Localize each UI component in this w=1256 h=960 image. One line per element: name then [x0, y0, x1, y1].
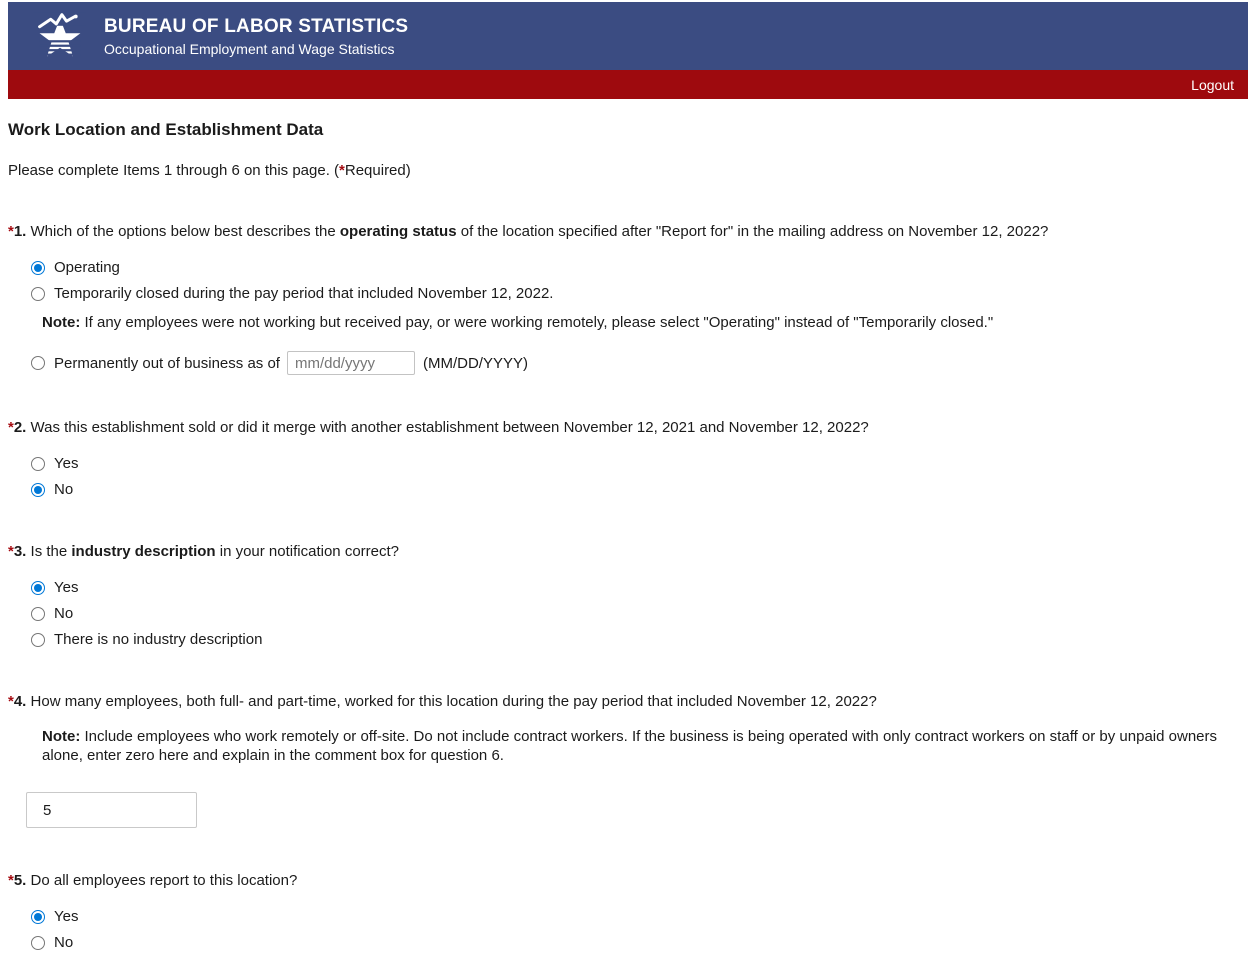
required-asterisk: * [339, 162, 345, 179]
agency-title: BUREAU OF LABOR STATISTICS [104, 15, 409, 37]
q1-date-format-hint: (MM/DD/YYYY) [422, 354, 528, 372]
q2-option-no-label[interactable]: No [54, 481, 74, 498]
q2-option-yes-label[interactable]: Yes [54, 455, 79, 472]
q1-note: Note: If any employees were not working but received pay, or were working remotely, please select "Operating" instead of "Temporarily closed." [42, 314, 994, 331]
q4-heading: *4. How many employees, both full- and part-time, worked for this location during the pay period that included November 12, 2022? [8, 693, 877, 710]
q3-option-yes-label[interactable]: Yes [54, 579, 79, 596]
q3-radio-yes[interactable] [31, 581, 45, 595]
q3-radio-no-description[interactable] [31, 633, 45, 647]
q5-option-no-label[interactable]: No [54, 934, 74, 951]
question-4 [8, 692, 1248, 828]
intro-text: Please complete Items 1 through 6 on this page. (*Required) [8, 162, 411, 179]
q1-option-temporarily-closed-label[interactable]: Temporarily closed during the pay period that included November 12, 2022. [54, 285, 554, 302]
q2-radio-no[interactable] [31, 483, 45, 497]
q2-option-no [8, 480, 1248, 499]
q5-radio-no[interactable] [31, 936, 45, 950]
q1-option-operating-label[interactable]: Operating [54, 259, 120, 276]
q1-option-operating [8, 258, 1248, 277]
q3-radio-no[interactable] [31, 607, 45, 621]
q3-heading: *3. Is the industry description in your notification correct? [8, 543, 399, 560]
question-2 [8, 418, 1248, 499]
q4-employee-count-input[interactable] [26, 792, 197, 828]
q1-heading: *1. Which of the options below best describes the operating status of the location specified after "Report for" in the mailing address on November 12, 2022? [8, 223, 1049, 240]
q1-radio-temporarily-closed[interactable] [31, 287, 45, 301]
q5-option-no [8, 933, 1248, 952]
q4-input-row [8, 792, 1248, 828]
q3-option-no-description [8, 630, 1248, 649]
q1-out-of-business-date-input[interactable] [287, 351, 415, 375]
q3-option-no-label[interactable]: No [54, 605, 74, 622]
q2-option-yes [8, 454, 1248, 473]
q1-radio-out-of-business[interactable] [31, 356, 45, 370]
q4-note: Note: Include employees who work remotely or off-site. Do not include contract workers. If the business is being operated with only contract workers on staff or by unpaid owners alone, enter zero here and explain in the comment box for question 6. [42, 728, 1218, 764]
q5-option-yes-label[interactable]: Yes [54, 908, 79, 925]
question-5 [8, 871, 1248, 952]
page-title: Work Location and Establishment Data [8, 120, 324, 139]
q1-option-out-of-business-label[interactable]: Permanently out of business as of [54, 354, 280, 372]
q3-option-no-description-label[interactable]: There is no industry description [54, 631, 263, 648]
logout-link[interactable]: Logout [1191, 76, 1234, 93]
bls-star-icon [34, 12, 86, 60]
q2-heading: *2. Was this establishment sold or did it merge with another establishment between November 12, 2021 and November 12, 2022? [8, 419, 869, 436]
program-subtitle: Occupational Employment and Wage Statistics [104, 40, 395, 57]
q1-radio-operating[interactable] [31, 261, 45, 275]
q5-heading: *5. Do all employees report to this location? [8, 872, 298, 889]
question-1 [8, 222, 1248, 375]
q5-option-yes [8, 907, 1248, 926]
question-3 [8, 542, 1248, 649]
top-bar [8, 70, 1248, 99]
bls-masthead [8, 2, 1248, 70]
q2-radio-yes[interactable] [31, 457, 45, 471]
q5-radio-yes[interactable] [31, 910, 45, 924]
q1-option-out-of-business [8, 351, 1248, 375]
q1-option-temporarily-closed [8, 284, 1248, 303]
q3-option-no [8, 604, 1248, 623]
q3-option-yes [8, 578, 1248, 597]
